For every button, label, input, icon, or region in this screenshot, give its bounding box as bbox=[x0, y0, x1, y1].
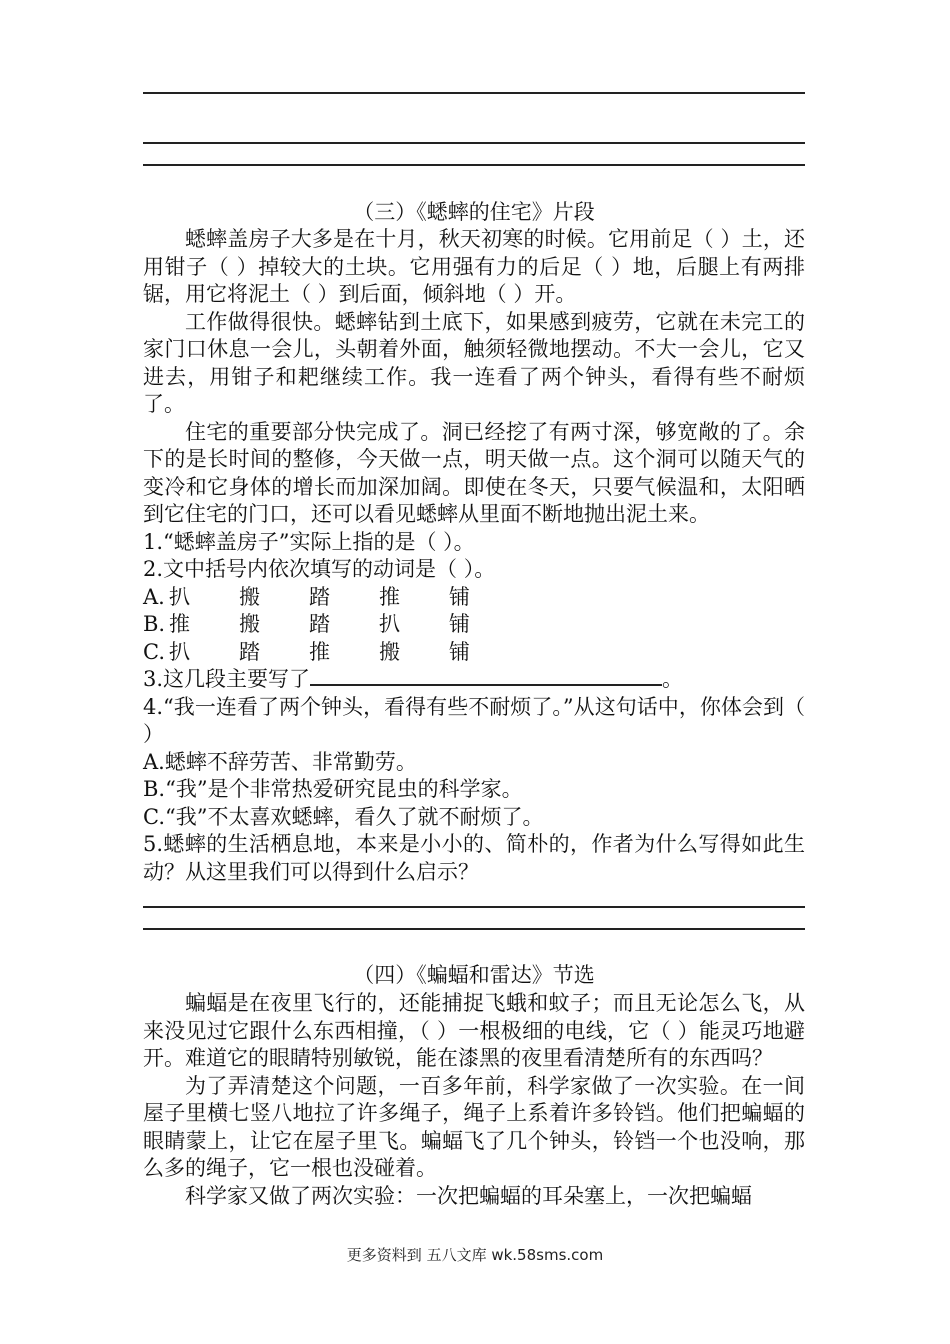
answer-line-top-2 bbox=[143, 142, 805, 144]
section-4-paragraph-2: 为了弄清楚这个问题，一百多年前，科学家做了一次实验。在一间屋子里横七竖八地拉了许多绳子，绳子上系着许多铃铛。他们把蝙蝠的眼睛蒙上，让它在屋子里飞。蝙蝠飞了几个钟头，铃铛一个也没响，那么多的绳子，它一根也没碰着。 bbox=[143, 1073, 805, 1180]
section-3-title: （三）《蟋蟀的住宅》片段 bbox=[353, 200, 595, 224]
question-4-option-b: B.“我”是个非常热爱研究昆虫的科学家。 bbox=[143, 777, 523, 801]
footer-watermark[interactable]: 更多资料到 五八文库 wk.58sms.com bbox=[346, 1246, 604, 1264]
question-4-option-c: C.“我”不太喜欢蟋蟀，看久了就不耐烦了。 bbox=[143, 804, 544, 829]
question-2-option-a: A. 扒 搬 踏 推 铺 bbox=[143, 584, 470, 609]
section-4-paragraph-1: 蝙蝠是在夜里飞行的，还能捕捉飞蛾和蚊子；而且无论怎么飞，从来没见过它跟什么东西相撞，（ ）一根极细的电线，它（ ）能灵巧地避开。难道它的眼睛特别敏锐，能在漆黑的夜里看清楚所有的东西吗？ bbox=[143, 991, 805, 1070]
answer-line-q5-2 bbox=[143, 928, 805, 930]
question-4: 4.“我一连看了两个钟头，看得有些不耐烦了。”从这句话中，你体会到（ ） bbox=[143, 694, 805, 746]
question-2-option-b: B. 推 搬 踏 扒 铺 bbox=[143, 612, 470, 636]
section-4-paragraph-3: 科学家又做了两次实验：一次把蝙蝠的耳朵塞上，一次把蝙蝠 bbox=[185, 1183, 752, 1208]
section-3-body bbox=[143, 226, 805, 886]
answer-line-q5-1 bbox=[143, 906, 805, 908]
question-3-answer-blank[interactable] bbox=[310, 666, 662, 686]
question-5: 5.蟋蟀的生活栖息地，本来是小小的、简朴的，作者为什么写得如此生动？从这里我们可以得到什么启示？ bbox=[143, 832, 805, 884]
section-3-paragraph-3: 住宅的重要部分快完成了。洞已经挖了有两寸深，够宽敞的了。余下的是长时间的整修，今天做一点，明天做一点。这个洞可以随天气的变冷和它身体的增长而加深加阔。即使在冬天，只要气候温和，太阳晒到它住宅的门口，还可以看见蟋蟀从里面不断地抛出泥土来。 bbox=[143, 419, 805, 526]
question-1: 1.“蟋蟀盖房子”实际上指的是（ ）。 bbox=[143, 529, 475, 554]
question-4-option-a: A.蟋蟀不辞劳苦、非常勤劳。 bbox=[143, 749, 417, 774]
section-3-paragraph-1: 蟋蟀盖房子大多是在十月，秋天初寒的时候。它用前足（ ）土，还用钳子（ ）掉较大的土块。它用强有力的后足（ ）地，后腿上有两排锯，用它将泥土（ ）到后面，倾斜地（ ）开。 bbox=[143, 227, 805, 306]
question-2-option-c: C. 扒 踏 推 搬 铺 bbox=[143, 639, 470, 664]
answer-line-top-3 bbox=[143, 164, 805, 166]
section-4-title: （四）《蝙蝠和雷达》节选 bbox=[353, 963, 595, 987]
question-3: 3.这几段主要写了 。 bbox=[143, 667, 684, 691]
section-4-body bbox=[143, 990, 805, 1210]
answer-line-top-1 bbox=[143, 92, 805, 94]
section-3-paragraph-2: 工作做得很快。蟋蟀钻到土底下，如果感到疲劳，它就在未完工的家门口休息一会儿，头朝着外面，触须轻微地摆动。不大一会儿，它又进去，用钳子和耙继续工作。我一连看了两个钟头，看得有些不耐烦了。 bbox=[143, 309, 805, 416]
question-2: 2.文中括号内依次填写的动词是（ ）。 bbox=[143, 557, 496, 581]
